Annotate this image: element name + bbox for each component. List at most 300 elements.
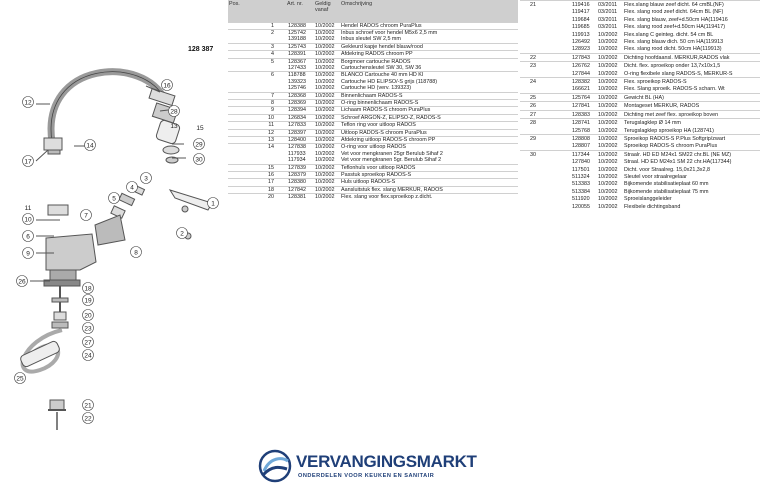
cell-pos — [520, 16, 570, 23]
cell-art: 119684 — [572, 16, 590, 23]
cell-desc: Straalr. HD ED M24x1 SM22 chr.BL (NE MZ) — [623, 150, 760, 158]
table-header-row — [228, 0, 518, 22]
callout-12: 12 — [24, 99, 32, 107]
cell-pos: 17 — [228, 179, 286, 186]
cell-desc: Cartouche HD ELIPSO/-S grijs (118788) — [341, 78, 438, 85]
cell-art: 126834 — [286, 114, 314, 121]
cell-desc: Flex.slang blauw zeef dicht. 64 cmBL(NF) — [623, 1, 760, 9]
cell-valid: 10/2002 — [314, 186, 340, 193]
cell-art: 128381 — [286, 194, 314, 201]
cell-desc: Huls uitloop RADOS-S — [340, 179, 518, 186]
table-row — [228, 99, 518, 106]
cell-desc: Terugslagklep sproeikop HA (128741) — [624, 127, 714, 134]
cell-pos — [520, 203, 570, 210]
cell-pos: 21 — [520, 1, 570, 9]
cell-art: 120055 — [572, 203, 590, 210]
table-row — [228, 164, 518, 171]
table-row — [520, 150, 760, 158]
cell-desc: Borgmoer cartouche RADOS — [340, 58, 518, 65]
cell-desc: Flexibele dichtingsband — [624, 203, 681, 210]
cell-valid: 10/2002 — [597, 119, 623, 127]
callout-16: 16 — [163, 82, 171, 90]
table-row — [520, 134, 760, 142]
callout-17: 17 — [24, 158, 32, 166]
cell-pos: 8 — [228, 99, 286, 106]
cell-pos — [520, 85, 570, 93]
callout-28: 28 — [170, 108, 178, 116]
cell-art: 127841 — [570, 102, 597, 110]
cell-pos — [520, 23, 570, 30]
cell-desc: Sleutel voor straalregelaar — [624, 173, 687, 180]
table-row — [520, 53, 760, 61]
cell-valid: 10/2002 — [315, 157, 335, 164]
cell-pos — [520, 180, 570, 187]
cell-valid: 10/2002 — [314, 22, 340, 29]
callout-22: 22 — [84, 415, 92, 423]
table-row — [228, 194, 518, 201]
cell-desc: Lichaam RADOS-S chroom PuraPlus — [340, 107, 518, 114]
cell-desc: Inbus sleutel SW 2,5 mm — [341, 36, 401, 43]
cell-pos: 6 — [228, 72, 286, 79]
cell-pos — [520, 166, 570, 173]
cell-desc: Afdekring RADOS chroom PP — [340, 51, 518, 58]
callout-20: 20 — [84, 312, 92, 320]
cell-pos — [228, 36, 286, 43]
cell-valid: 10/2002 — [314, 107, 340, 114]
cell-valid: 10/2002 — [314, 58, 340, 65]
cell-desc: Terugslagklep Ø 14 mm — [623, 119, 760, 127]
cell-art: 127842 — [286, 186, 314, 193]
cell-art: 128741 — [570, 119, 597, 127]
cell-valid: 10/2002 — [598, 39, 618, 46]
cell-pos — [228, 85, 286, 92]
cell-pos: 30 — [520, 150, 570, 158]
cell-art: 513383 — [572, 181, 590, 188]
logo-swoosh-icon — [258, 449, 292, 483]
cell-art: 513384 — [572, 188, 590, 195]
callout-6: 6 — [26, 233, 30, 241]
cell-desc: Uitloop RADOS-S chroom PuraPlus — [340, 129, 518, 136]
header-desc: Omschrijving — [340, 0, 518, 22]
table-row — [520, 38, 760, 45]
cell-valid: 10/2002 — [314, 129, 340, 136]
cell-art: 128383 — [570, 110, 597, 118]
brand-tagline: ONDERDELEN VOOR KEUKEN EN SANITAIR — [298, 473, 435, 479]
cell-art: 128380 — [286, 179, 314, 186]
cell-valid: 10/2002 — [598, 31, 618, 38]
table-row — [520, 166, 760, 173]
cell-desc: Dichting met zeef flex. sproeikop boven — [623, 110, 760, 118]
cell-art: 128382 — [570, 78, 597, 86]
cell-art: 117501 — [572, 166, 590, 173]
cell-art: 117934 — [288, 157, 306, 164]
cell-desc: Passtuk sproeikop RADOS-S — [340, 172, 518, 179]
table-row — [228, 122, 518, 129]
cell-valid: 10/2002 — [597, 110, 623, 118]
cell-pos: 16 — [228, 172, 286, 179]
cell-desc: Cartouchensleutel SW 30, SW 36 — [341, 64, 422, 71]
cell-pos: 29 — [520, 134, 570, 142]
table-row — [520, 70, 760, 78]
cell-pos: 27 — [520, 110, 570, 118]
table-row — [228, 65, 518, 72]
table-row — [520, 195, 760, 202]
cell-valid: 03/2011 — [597, 1, 623, 9]
cell-valid: 10/2002 — [315, 150, 335, 157]
cell-pos: 7 — [228, 92, 286, 99]
callout-1: 1 — [211, 200, 215, 208]
cell-desc: Montageset MERKUR, RADOS — [623, 102, 760, 110]
header-pos: Pos. — [228, 0, 286, 22]
cell-desc: O-ring flexibele slang RADOS-S, MERKUR-S — [624, 70, 733, 77]
cell-valid: 10/2002 — [598, 166, 618, 173]
cell-desc: Cartouche HD (verv. 139323) — [341, 85, 412, 92]
cell-pos — [520, 188, 570, 195]
cell-art: 139323 — [288, 78, 306, 85]
cell-desc: Flex. slang rood zeef+d.50cm HA(119417) — [624, 24, 726, 31]
cell-desc: Dichting hoofdaansl. MERKUR,RADOS vlak — [623, 53, 760, 61]
cell-art: 127433 — [288, 64, 306, 71]
cell-pos — [520, 173, 570, 180]
callout-3: 3 — [144, 175, 148, 183]
cell-valid: 10/2002 — [598, 159, 618, 166]
table-row — [228, 144, 518, 151]
cell-pos: 18 — [228, 186, 286, 193]
table-row — [228, 107, 518, 114]
table-row — [228, 129, 518, 136]
table-row — [520, 62, 760, 70]
cell-pos: 3 — [228, 43, 286, 50]
cell-valid: 10/2002 — [314, 164, 340, 171]
cell-art: 128379 — [286, 172, 314, 179]
table-row — [520, 158, 760, 165]
cell-art: 125743 — [286, 43, 314, 50]
table-row — [228, 179, 518, 186]
cell-art: 126762 — [570, 62, 597, 70]
cell-desc: Teflon ring voor uitloop RADOS — [340, 122, 518, 129]
brand-logo[interactable] — [258, 449, 477, 489]
cell-desc: Afdekring uitloop RADOS-S chroom PP — [340, 137, 518, 144]
cell-valid: 10/2002 — [315, 78, 335, 85]
cell-art: 128400 — [286, 137, 314, 144]
cell-pos — [228, 65, 286, 72]
callout-2: 2 — [180, 230, 184, 238]
cell-art: 128808 — [570, 134, 597, 142]
cell-desc: Dicht. voor Straalreg. 15,0x21,3x2,8 — [624, 166, 710, 173]
table-row — [520, 180, 760, 187]
table-row — [520, 8, 760, 15]
cell-valid: 10/2002 — [314, 29, 340, 36]
cell-valid: 10/2002 — [314, 43, 340, 50]
cell-desc: Flex. sproeikop RADOS-S — [623, 78, 760, 86]
brand-name: VERVANGINGSMARKT — [296, 452, 477, 471]
cell-pos — [520, 158, 570, 165]
cell-art: 125746 — [288, 85, 306, 92]
cell-valid: 10/2002 — [314, 92, 340, 99]
table-row — [228, 22, 518, 29]
cell-valid: 10/2002 — [598, 188, 618, 195]
cell-valid: 10/2002 — [598, 173, 618, 180]
cell-valid: 10/2002 — [598, 46, 618, 53]
callout-15: 15 — [196, 125, 204, 132]
cell-desc: Flex.slang C geinteg. dicht. 54 cm BL — [624, 31, 714, 38]
table-row — [228, 92, 518, 99]
cell-art: 127844 — [572, 70, 590, 77]
cell-desc: Gewicht BL (HA) — [623, 93, 760, 101]
cell-valid: 10/2002 — [315, 85, 335, 92]
cell-art: 128369 — [286, 99, 314, 106]
cell-art: 119685 — [572, 24, 590, 31]
cell-desc: Schroef ARGON-Z, ELIPSO-Z, RADOS-S — [340, 114, 518, 121]
cell-art: 128367 — [286, 58, 314, 65]
cell-pos: 13 — [228, 137, 286, 144]
cell-pos — [520, 8, 570, 15]
cell-art: 128394 — [286, 107, 314, 114]
callout-29: 29 — [195, 141, 203, 149]
cell-pos — [520, 45, 570, 53]
callout-11: 11 — [24, 205, 32, 212]
cell-pos: 11 — [228, 122, 286, 129]
cell-pos: 14 — [228, 144, 286, 151]
cell-valid: 10/2002 — [315, 64, 335, 71]
cell-valid: 10/2002 — [314, 137, 340, 144]
header-valid: Geldig vanaf — [314, 0, 340, 22]
cell-desc: Flex. slang voor flex.sproeikop z.dicht. — [340, 194, 518, 201]
cell-art: 127840 — [572, 159, 590, 166]
cell-valid: 10/2002 — [314, 99, 340, 106]
callout-26: 26 — [18, 278, 26, 286]
cell-desc: Flex. slang rood dicht. 50cm HA(119913) — [624, 46, 722, 53]
cell-desc: Sproeislanggeleider — [624, 196, 672, 203]
cell-art: 119416 — [570, 1, 597, 9]
table-row — [520, 31, 760, 38]
callout-25: 25 — [16, 375, 24, 383]
table-row — [228, 36, 518, 43]
cell-valid: 10/2002 — [598, 143, 618, 150]
table-row — [228, 85, 518, 92]
cell-art: 127839 — [286, 164, 314, 171]
parts-table-left — [228, 0, 518, 201]
callout-30: 30 — [195, 156, 203, 164]
cell-desc: BLANCO Cartouche 40 mm HD KI — [340, 72, 518, 79]
table-row — [520, 85, 760, 93]
part-number: 128 387 — [188, 46, 214, 53]
cell-valid: 10/2002 — [598, 203, 618, 210]
cell-art: 117344 — [570, 150, 597, 158]
cell-pos: 20 — [228, 194, 286, 201]
cell-pos — [520, 31, 570, 38]
cell-art: 117933 — [288, 150, 306, 157]
callout-4: 4 — [130, 184, 134, 192]
cell-art: 128923 — [572, 46, 590, 53]
cell-desc: Vet voor mengkranen 25gr Berulub Sihaf 2 — [341, 150, 443, 157]
cell-valid: 10/2002 — [597, 62, 623, 70]
table-row — [520, 45, 760, 53]
cell-valid: 10/2002 — [314, 194, 340, 201]
table-row — [520, 110, 760, 118]
cell-valid: 03/2011 — [598, 24, 618, 31]
callout-13: 13 — [170, 123, 178, 130]
callout-7: 7 — [84, 212, 88, 220]
cell-art: 166621 — [572, 86, 590, 93]
table-row — [520, 102, 760, 110]
cell-pos — [520, 142, 570, 150]
cell-desc: Sproeikop RADOS-S chroom PuraPlus — [624, 143, 718, 150]
cell-pos: 5 — [228, 58, 286, 65]
table-row — [520, 78, 760, 86]
callout-8: 8 — [134, 249, 138, 257]
cell-art: 128368 — [286, 92, 314, 99]
table-row — [520, 203, 760, 210]
cell-valid: 10/2002 — [597, 78, 623, 86]
table-row — [228, 51, 518, 58]
cell-valid: 10/2002 — [314, 72, 340, 79]
callout-9: 9 — [26, 250, 30, 258]
cell-art: 511324 — [572, 173, 590, 180]
cell-valid: 10/2002 — [314, 172, 340, 179]
cell-pos: 9 — [228, 107, 286, 114]
cell-pos: 26 — [520, 102, 570, 110]
cell-valid: 10/2002 — [598, 196, 618, 203]
cell-pos: 4 — [228, 51, 286, 58]
table-row — [228, 186, 518, 193]
table-row — [520, 93, 760, 101]
cell-art: 128807 — [572, 143, 590, 150]
cell-desc: Flex. slang blauw, zeef+d.50cm HA(119416 — [624, 16, 728, 23]
cell-valid: 10/2002 — [598, 70, 618, 77]
cell-valid: 10/2002 — [315, 36, 335, 43]
cell-pos: 23 — [520, 62, 570, 70]
cell-valid: 10/2002 — [598, 181, 618, 188]
callout-23: 23 — [84, 325, 92, 333]
spout-shape — [51, 72, 165, 142]
cell-valid: 10/2002 — [314, 144, 340, 151]
cell-pos — [520, 70, 570, 78]
cell-art: 128391 — [286, 51, 314, 58]
cell-desc: Straal. HD ED M24x1 SM 22 chr.HA(117344) — [624, 159, 732, 166]
table-row — [228, 43, 518, 50]
callout-21: 21 — [84, 402, 92, 410]
cell-pos — [520, 38, 570, 45]
cell-pos — [520, 127, 570, 135]
table-row — [228, 137, 518, 144]
cell-art: 128388 — [286, 22, 314, 29]
parts-table-right — [520, 0, 760, 210]
cell-valid: 10/2002 — [598, 127, 618, 134]
cell-desc: Teflonhuls voor uitloop RADOS — [340, 164, 518, 171]
cell-art: 119913 — [572, 31, 590, 38]
table-row — [520, 173, 760, 180]
cell-valid: 10/2002 — [314, 122, 340, 129]
table-row — [520, 188, 760, 195]
cell-pos: 22 — [520, 53, 570, 61]
cell-desc: Bijkomende stabilisatieplaat 75 mm — [624, 188, 709, 195]
cell-art: 139188 — [288, 36, 306, 43]
cell-desc: Gekleurd kapje hendel blauw/rood — [340, 43, 518, 50]
cell-valid: 10/2002 — [598, 86, 618, 93]
cell-pos: 2 — [228, 29, 286, 36]
table-row — [520, 16, 760, 23]
cell-desc: Aansluitstuk flex. slang MERKUR, RADOS — [340, 186, 518, 193]
cell-valid: 10/2002 — [597, 150, 623, 158]
cell-pos: 28 — [520, 119, 570, 127]
table-row — [520, 23, 760, 30]
cell-valid: 10/2002 — [314, 114, 340, 121]
table-row — [228, 114, 518, 121]
cell-desc: Sproeikop RADOS-S P.Plus Softgrip/zwart — [623, 134, 760, 142]
callout-27: 27 — [84, 339, 92, 347]
table-row — [228, 172, 518, 179]
cell-art: 127843 — [570, 53, 597, 61]
callout-24: 24 — [84, 352, 92, 360]
cell-desc: O-ring voor uitloop RADOS — [340, 144, 518, 151]
cell-pos: 1 — [228, 22, 286, 29]
cell-art: 125764 — [570, 93, 597, 101]
cell-valid: 03/2011 — [598, 16, 618, 23]
cell-art: 125768 — [572, 127, 590, 134]
cell-valid: 03/2011 — [598, 9, 618, 16]
cell-desc: O-ring binnenlichaam RADOS-S — [340, 99, 518, 106]
cell-pos: 12 — [228, 129, 286, 136]
cell-pos: 24 — [520, 78, 570, 86]
cell-desc: Dicht. flex. sproeikop onder 13,7x10x1,5 — [623, 62, 760, 70]
table-row — [228, 58, 518, 65]
cell-desc: Flex. slang rood zeef dicht. 64cm BL (NF) — [624, 9, 724, 16]
cell-valid: 10/2002 — [314, 51, 340, 58]
cell-valid: 10/2002 — [597, 53, 623, 61]
cell-desc: Flex. Slang sproeik. RADOS-S scharn. Wt — [624, 86, 725, 93]
cell-pos: 10 — [228, 114, 286, 121]
table-row — [520, 1, 760, 9]
table-row — [520, 127, 760, 135]
table-row — [520, 119, 760, 127]
cell-pos: 25 — [520, 93, 570, 101]
exploded-parts-diagram — [0, 0, 228, 440]
table-row — [228, 72, 518, 79]
header-art: Art. nr. — [286, 0, 314, 22]
cell-desc: Flex. slang blauw dich. 50 cm HA(119913 — [624, 39, 724, 46]
cell-art: 118788 — [286, 72, 314, 79]
cell-art: 128397 — [286, 129, 314, 136]
callout-10: 10 — [24, 216, 32, 224]
table-row — [228, 29, 518, 36]
callout-14: 14 — [86, 142, 94, 150]
cell-desc: Bijkomende stabilisatieplaat 60 mm — [624, 181, 709, 188]
cell-valid: 10/2002 — [314, 179, 340, 186]
cell-desc: Inbus schroef voor hendel M5x6 2,5 mm — [340, 29, 518, 36]
table-row — [520, 142, 760, 150]
cell-desc: Vet voor mengkranen 5gr. Berulub Sihaf 2 — [341, 157, 442, 164]
cell-desc: Binnenlichaam RADOS-S — [340, 92, 518, 99]
cell-art: 511920 — [572, 196, 590, 203]
callout-18: 18 — [84, 285, 92, 293]
cell-art: 125742 — [286, 29, 314, 36]
table-row — [228, 157, 518, 164]
cell-valid: 10/2002 — [597, 134, 623, 142]
cell-art: 127833 — [286, 122, 314, 129]
callout-5: 5 — [112, 195, 116, 203]
cell-pos: 15 — [228, 164, 286, 171]
cell-art: 127838 — [286, 144, 314, 151]
cell-valid: 10/2002 — [597, 93, 623, 101]
cell-art: 119417 — [572, 9, 590, 16]
cell-pos — [228, 157, 286, 164]
callout-19: 19 — [84, 297, 92, 305]
cell-pos — [520, 195, 570, 202]
cell-desc: Hendel RADOS chroom PuraPlus — [340, 22, 518, 29]
cell-valid: 10/2002 — [597, 102, 623, 110]
cell-art: 126492 — [572, 39, 590, 46]
